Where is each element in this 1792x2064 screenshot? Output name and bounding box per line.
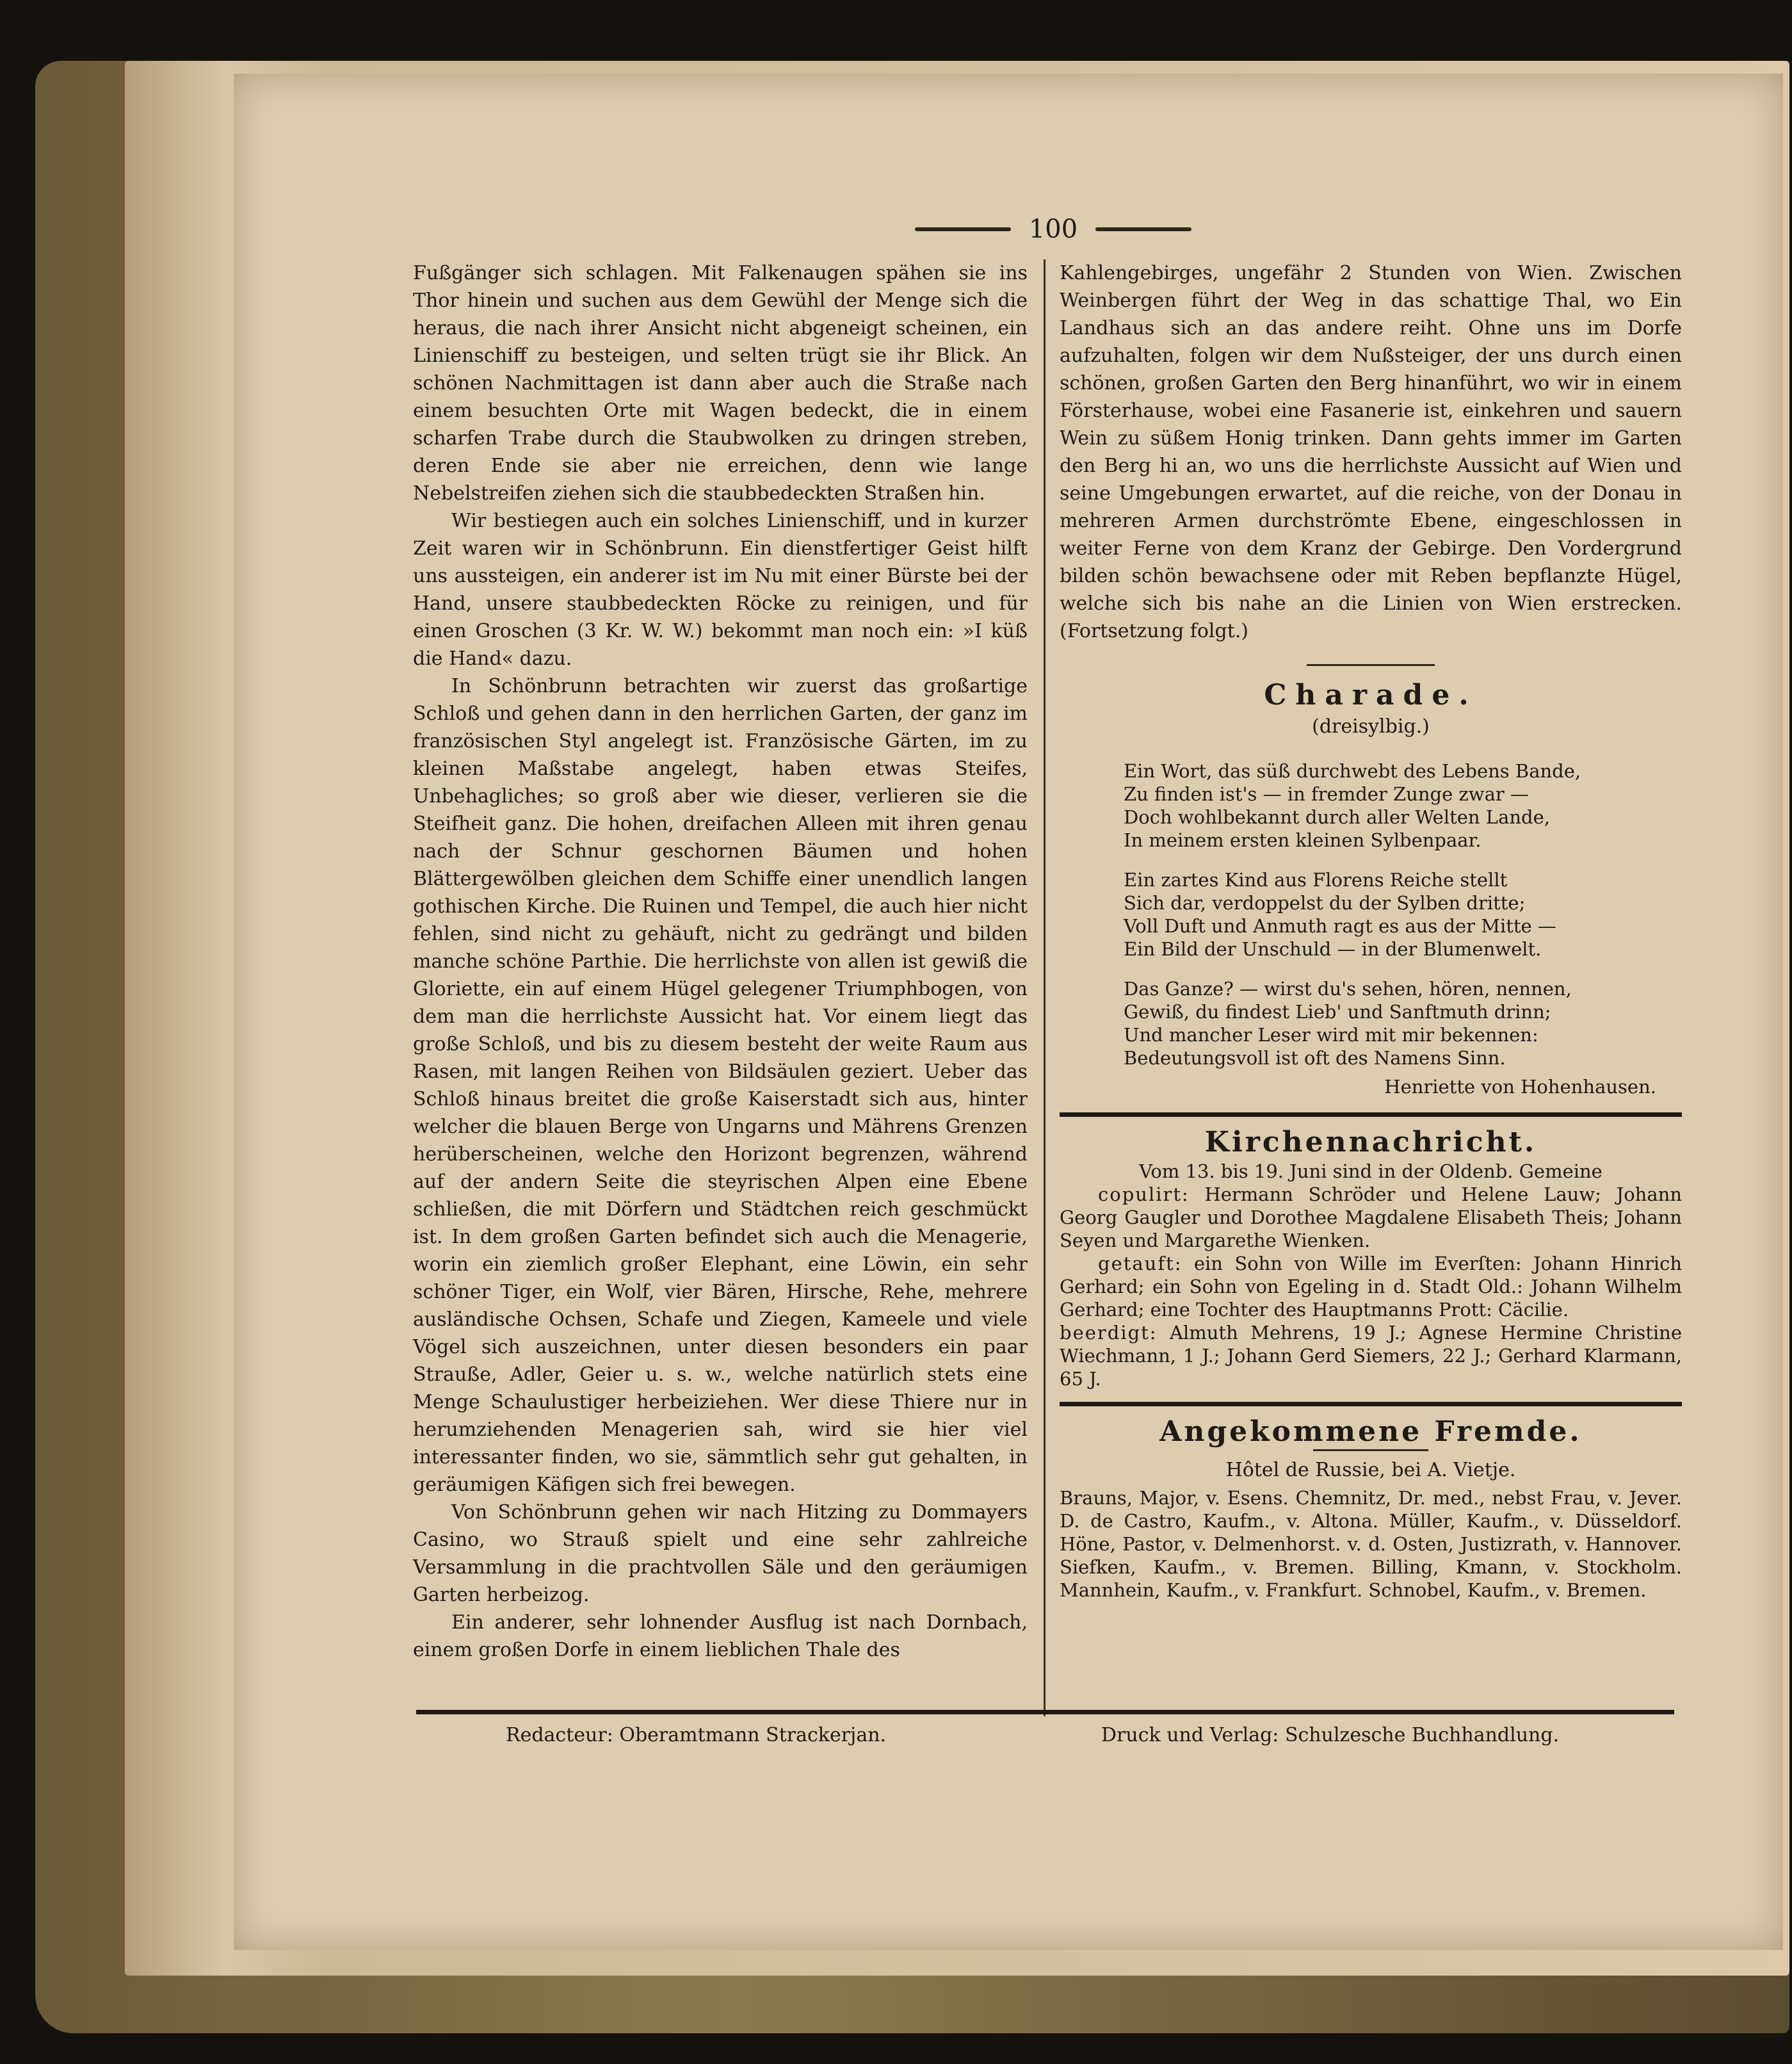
page-header <box>893 210 1213 248</box>
arrivals-divider <box>1313 1449 1428 1451</box>
poem-author: Henriette von Hohenhausen. <box>1384 1076 1656 1098</box>
poem-line: Voll Duft und Anmuth ragt es aus der Mitte — <box>1124 915 1556 937</box>
article-continuation: Kahlengebirges, ungefähr 2 Stunden von Wien. Zwischen Weinbergen führt der Weg in das schattige Thal, wo Ein Landhaus sich an das andere reiht. Ohne uns im Dorfe aufzuhalten, folgen wir dem Nußsteiger, der uns durch einen schönen, großen Garten den Berg hinanführt, wo wir in einem Försterhause, wobei eine Fasanerie ist, einkehren und sauern Wein zu süßem Honig trinken. Dann gehts immer im Garten den Berg hi an, wo uns die herrlichste Aussicht auf Wien und seine Umgebungen erwartet, auf die reiche, von der Donau in mehreren Armen durchströmte Ebene, eingeschlossen in weiter Ferne von dem Kranz der Gebirge. Den Vordergrund bilden schön bewachsene oder mit Reben bepflanzte Hügel, welche sich bis nahe an die Linien von Wien erstrecken. (Fortsetzung folgt.) <box>1060 262 1682 642</box>
married-text: Hermann Schröder und Helene Lauw; Johann Georg Gaugler und Dorothee Magdalene Elisabeth Theis; Johann Seyen und Margarethe Wienken. <box>1060 1183 1682 1251</box>
baptized-entry <box>1060 1252 1682 1321</box>
arrivals-list: Brauns, Major, v. Esens. Chemnitz, Dr. med., nebst Frau, v. Jever. D. de Castro, Kaufm., v. Altona. Müller, Kaufm., v. Düsseldorf. Höne, Pastor, v. Delmenhorst. v. d. Osten, Justizrath, v. Hannover. Siefken, Kaufm., v. Bremen. Billing, Kmann, v. Stockholm. Mannhein, Kaufm., v. Frankfurt. Schnobel, Kaufm., v. Bremen. <box>1060 1487 1682 1601</box>
buried-text: Almuth Mehrens, 19 J.; Agnese Hermine Christine Wiechmann, 1 J.; Johann Gerd Siemers, 22 J.; Gerhard Klarmann, 65 J. <box>1060 1322 1683 1390</box>
poem-line: Ein zartes Kind aus Florens Reiche stellt <box>1124 869 1508 891</box>
footer-rule <box>416 1710 1674 1714</box>
paragraph: Fußgänger sich schlagen. Mit Falkenaugen spähen sie ins Thor hinein und suchen aus dem Gewühl der Menge sich die heraus, die nach ihrer Ansicht nicht abgeneigt scheinen, ein Linienschiff zu besteigen, und selten trügt sie ihr Blick. An schönen Nachmittagen ist dann aber auch die Straße nach einem besuchten Orte mit Wagen bedeckt, die in einem scharfen Trabe durch die Staubwolken zu dringen streben, deren Ende sie aber nie erreichen, denn wie lange Nebelstreifen ziehen sich die staubbedeckten Straßen hin. <box>413 262 1028 505</box>
poem-stanza <box>1124 868 1682 961</box>
paragraph: Wir bestiegen auch ein solches Linienschiff, und in kurzer Zeit waren wir in Schönbrunn. Ein dienstfertiger Geist hilft uns aussteigen, ein anderer ist im Nu mit einer Bürste bei der Hand, unsere staubbedeckten Röcke zu reinigen, und für einen Groschen (3 Kr. W. W.) bekommt man noch ein: »I küß die Hand« dazu. <box>413 510 1028 670</box>
baptized-text: ein Sohn von Wille im Everſten: Johann Hinrich Gerhard; ein Sohn von Egeling in d. Stadt Old.: Johann Wilhelm Gerhard; eine Tochter des Hauptmanns Prott: Cäcilie. <box>1060 1253 1682 1320</box>
poem-line: Ein Wort, das süß durchwebt des Lebens Bande, <box>1124 760 1581 782</box>
poem-line: Doch wohlbekannt durch aller Welten Lande, <box>1124 806 1550 828</box>
poem-line: Gewiß, du findest Lieb' und Sanftmuth drinn; <box>1124 1001 1551 1023</box>
footer-editor: Redacteur: Oberamtmann Strackerjan. <box>506 1724 887 1746</box>
church-news-title: Kirchennachricht. <box>1204 1126 1537 1158</box>
header-ornament-right <box>1095 227 1191 231</box>
left-column <box>413 259 1028 1664</box>
charade-poem <box>1124 760 1682 1069</box>
charade-title: Charade. <box>1264 679 1478 711</box>
paragraph: Ein anderer, sehr lohnender Ausflug ist nach Dornbach, einem großen Dorfe in einem lieblichen Thale des <box>413 1611 1028 1661</box>
poem-line: In meinem ersten kleinen Sylbenpaar. <box>1124 829 1481 851</box>
column-divider <box>1044 259 1045 1716</box>
arrivals-section <box>1060 1415 1682 1602</box>
poem-stanza <box>1124 977 1682 1069</box>
poem-line: Sich dar, verdoppelst du der Sylben dritte; <box>1124 892 1526 914</box>
paragraph: In Schönbrunn betrachten wir zuerst das großartige Schloß und gehen dann in den herrlichen Garten, der ganz im französischen Styl angelegt ist. Französische Gärten, im zu kleinen Maßstabe angelegt, haben etwas Steifes, Unbehagliches; so groß aber wie dieser, verlieren sie die Steifheit ganz. Die hohen, dreifachen Alleen mit ihren genau nach der Schnur geschornen Bäumen und hohen Blättergewölben gleichen dem Schiffe einer unendlich langen gothischen Kirche. Die Ruinen und Tempel, die auch hier nicht fehlen, sind nicht zu gehäuft, nicht zu gedrängt und bilden manche schöne Parthie. Die herrlichste von allen ist gewiß die Gloriette, ein auf einem Hügel gelegener Triumphbogen, von dem man die herrlichste Aussicht hat. Vor einem liegt das große Schloß, und bis zu diesem besteht der weite Raum aus Rasen, mit langen Reihen von Bildsäulen geziert. Ueber das Schloß hinaus breitet die große Kaiserstadt sich aus, hinter welcher die blauen Berge von Ungarns und Mährens Grenzen herüberscheinen, welche den Horizont begrenzen, während auf der andern Seite die steyrischen Alpen eine Ebene schließen, die mit Dörfern und Städtchen reich geschmückt ist. In dem großen Garten befindet sich auch die Menagerie, worin ein ziemlich großer Elephant, eine Löwin, ein sehr schöner Tiger, ein Wolf, vier Bären, Hirsche, Rehe, mehrere ausländische Ochsen, Schafe und Ziegen, Kameele und viele Vögel sich auszeichnen, unter diesen besonders ein paar Strauße, Adler, Geier u. s. w., welche natürlich stets eine Menge Schaulustiger herbeiziehen. Wer diese Thiere nur in herumziehenden Menagerien sah, wird sie hier viel interessanter finden, wo sie, sämmtlich sehr gut gehalten, in geräumigen Käfigen sich frei bewegen. <box>413 675 1028 1496</box>
married-label: copulirt: <box>1098 1183 1190 1205</box>
church-news-intro: Vom 13. bis 19. Juni sind in der Oldenb. Gemeine <box>1139 1160 1602 1182</box>
footer-publisher: Druck und Verlag: Schulzesche Buchhandlung. <box>1101 1724 1560 1746</box>
page-number: 100 <box>1028 215 1078 244</box>
right-column <box>1060 259 1682 1602</box>
married-entry <box>1060 1183 1682 1252</box>
poem-line: Das Ganze? — wirst du's sehen, hören, nennen, <box>1124 978 1572 1000</box>
buried-label: beerdigt: <box>1060 1322 1158 1344</box>
hotel-name: Hôtel de Russie, bei A. Vietje. <box>1225 1459 1516 1481</box>
poem-line: Ein Bild der Unschuld — in der Blumenwelt. <box>1124 938 1542 960</box>
section-divider <box>1307 664 1435 666</box>
poem-line: Und mancher Leser wird mit mir bekennen: <box>1124 1024 1538 1046</box>
charade-section <box>1060 681 1682 1101</box>
paragraph: Von Schönbrunn gehen wir nach Hitzing zu Dommayers Casino, wo Strauß spielt und eine sehr zahlreiche Versammlung in die prachtvollen Säle und den geräumigen Garten herbeizog. <box>413 1501 1028 1606</box>
header-ornament-left <box>915 227 1011 231</box>
poem-stanza <box>1124 760 1682 852</box>
poem-line: Bedeutungsvoll ist oft des Namens Sinn. <box>1124 1047 1506 1069</box>
section-rule <box>1060 1402 1682 1406</box>
baptized-label: getauft: <box>1098 1253 1183 1274</box>
charade-subtitle: (dreisylbig.) <box>1312 715 1430 738</box>
church-news-section <box>1060 1128 1682 1390</box>
buried-entry <box>1060 1321 1682 1390</box>
arrivals-title: Angekommene Fremde. <box>1159 1415 1582 1448</box>
poem-line: Zu finden ist's — in fremder Zunge zwar — <box>1124 783 1529 805</box>
section-rule <box>1060 1112 1682 1117</box>
